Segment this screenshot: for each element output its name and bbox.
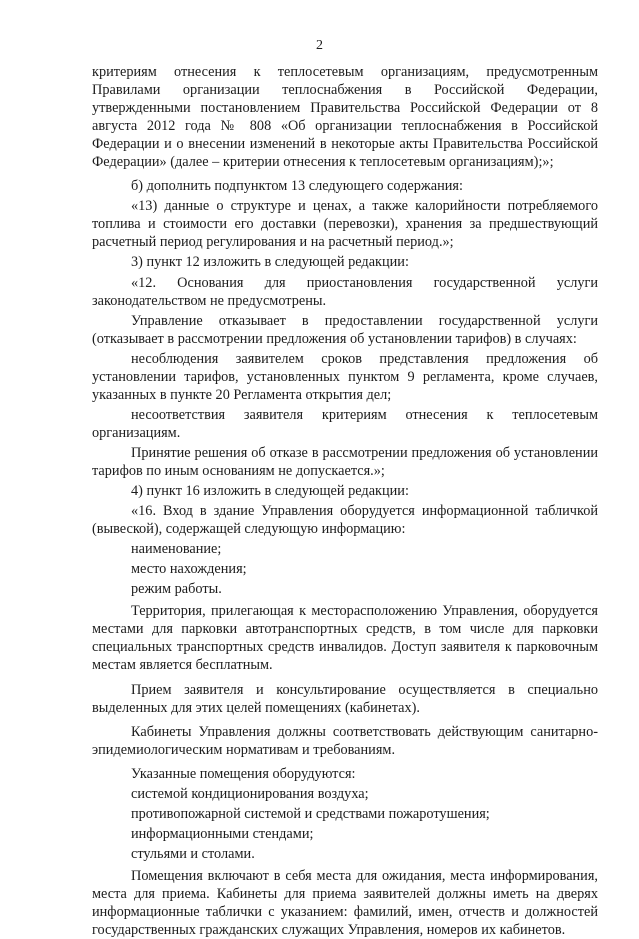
paragraph-reception: Прием заявителя и консультирование осуществляется в специально выделенных для этих целей помещениях (кабинетах). (92, 681, 598, 716)
paragraph-item-4: 4) пункт 16 изложить в следующей редакции: (131, 483, 409, 500)
list-item-location: место нахождения; (131, 561, 247, 578)
list-item-schedule: режим работы. (131, 581, 222, 598)
paragraph-point-16: «16. Вход в здание Управления оборудуется информационной табличкой (вывеской), содержащей следующую информацию: (92, 503, 598, 538)
paragraph-point-12: «12. Основания для приостановления государственной услуги законодательством не предусмотрены. (92, 274, 598, 309)
document-body (92, 63, 598, 939)
paragraph-no-other-grounds: Принятие решения об отказе в рассмотрении предложения об установлении тарифов по иным основаниям не допускается.»; (92, 444, 598, 479)
paragraph-refusal-cases: Управление отказывает в предоставлении государственной услуги (отказывает в рассмотрении предложения об установлении тарифов) в случаях: (92, 312, 598, 347)
paragraph-premises: Помещения включают в себя места для ожидания, места информирования, места для приема. Кабинеты для приема заявителей должны иметь на дверях информационные таблички с указанием: фамилий, имен, отчеств и должностей государственных гражданских служащих Управления, номеров их кабинетов. (92, 867, 598, 939)
paragraph-equipment-intro: Указанные помещения оборудуются: (131, 765, 356, 782)
paragraph-item-3: 3) пункт 12 изложить в следующей редакции: (131, 254, 409, 271)
paragraph-criteria-continuation: критериям отнесения к теплосетевым организациям, предусмотренным Правилами организации теплоснабжения в Российской Федерации, утвержденными постановлением Правительства Российской Федерации от 8 августа 2012 года № 808 «Об организации теплоснабжения в Российской Федерации и о внесении изменений в некоторые акты Правительства Российской Федерации» (далее – критерии отнесения к теплосетевым организациям);»; (92, 64, 598, 171)
paragraph-noncompliance-criteria: несоответствия заявителя критериям отнесения к теплосетевым организациям. (92, 406, 598, 441)
list-item-fire-safety: противопожарной системой и средствами пожаротушения; (131, 805, 490, 822)
paragraph-noncompliance-deadlines: несоблюдения заявителем сроков представления предложения об установлении тарифов, установленных пунктом 9 регламента, кроме случаев, указанных в пункте 20 Регламента открытия дел; (92, 350, 598, 403)
list-item-air-conditioning: системой кондиционирования воздуха; (131, 785, 369, 802)
list-item-furniture: стульями и столами. (131, 845, 255, 862)
list-item-name: наименование; (131, 541, 222, 558)
page-number: 2 (316, 38, 323, 53)
paragraph-sanitary: Кабинеты Управления должны соответствовать действующим санитарно-эпидемиологическим нормативам и требованиям. (92, 723, 598, 758)
paragraph-parking: Территория, прилегающая к месторасположению Управления, оборудуется местами для парковки автотранспортных средств, в том числе для парковки специальных транспортных средств инвалидов. Доступ заявителя к парковочным местам является бесплатным. (92, 603, 598, 674)
paragraph-subitem-13: «13) данные о структуре и ценах, а также калорийности потребляемого топлива и стоимости его доставки (перевозки), хранения за предшествующий расчетный период регулирования и на расчетный период.»; (92, 198, 598, 251)
paragraph-subitem-b: б) дополнить подпунктом 13 следующего содержания: (131, 178, 463, 195)
list-item-info-stands: информационными стендами; (131, 825, 314, 842)
